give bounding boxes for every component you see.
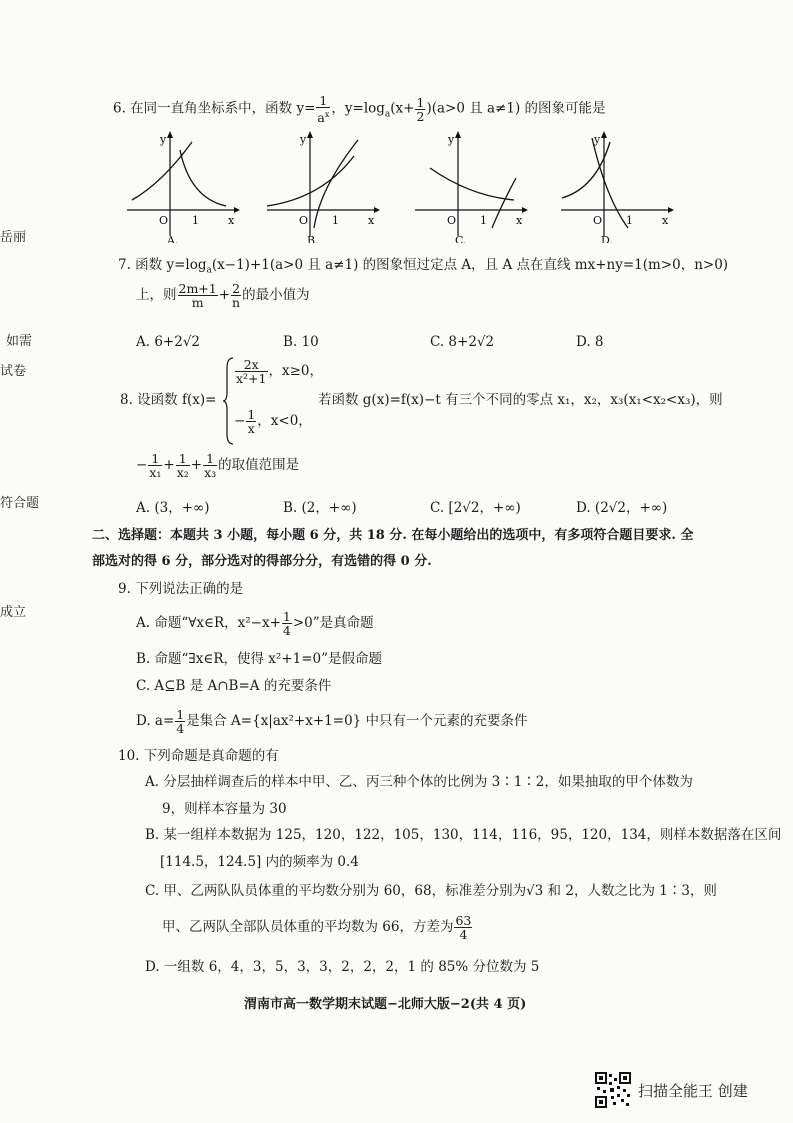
q8-option-a[interactable]: A. (3，+∞): [136, 500, 210, 516]
svg-text:O: O: [593, 214, 603, 227]
scanner-watermark: 扫描全能王 创建: [638, 1082, 748, 1100]
q10-option-d[interactable]: D. 一组数 6，4，3，5，3，3，2，2，2，1 的 85% 分位数为 5: [145, 959, 540, 975]
piecewise-brace: [222, 356, 234, 446]
svg-text:y: y: [594, 133, 601, 146]
q8-option-b[interactable]: B. (2，+∞): [283, 500, 357, 516]
margin-note-3: 试卷: [0, 364, 27, 379]
q10-option-b-line2: [114.5，124.5] 内的频率为 0.4: [160, 854, 359, 870]
svg-text:x: x: [368, 214, 375, 227]
q10-stem: 10. 下列命题是真命题的有: [118, 748, 279, 764]
q8-case2: − $\frac{1}{x}$ ，x<0，: [234, 407, 312, 436]
q10-option-c-line1[interactable]: C. 甲、乙两队队员体重的平均数分别为 60，68，标准差分别为√3 和 2，人数之比为 1∶3，则: [145, 883, 717, 899]
graph-d: [556, 128, 676, 243]
svg-text:O: O: [299, 214, 309, 227]
margin-note-4: 符合题: [0, 496, 40, 511]
svg-text:C.: C.: [455, 234, 467, 243]
q7-option-d[interactable]: D. 8: [576, 334, 604, 350]
q8-condition: 若函数 g(x)=f(x)−t 有三个不同的零点 x₁，x₂，x₃(x₁<x₂<x₃)，则: [318, 392, 723, 408]
q7-option-c[interactable]: C. 8+2√2: [430, 334, 495, 350]
q9-stem: 9. 下列说法正确的是: [118, 581, 244, 597]
q7-stem-line2: 上，则 $\frac{2m+1}{m}$ + $\frac{2}{n}$ 的最小值为: [136, 281, 310, 310]
q7-option-a[interactable]: A. 6+2√2: [136, 334, 201, 350]
svg-text:1: 1: [332, 214, 339, 227]
svg-text:y: y: [160, 133, 167, 146]
q8-option-c[interactable]: C. [2√2，+∞): [430, 500, 521, 516]
q9-option-c[interactable]: C. A⊆B 是 A∩B=A 的充要条件: [136, 678, 332, 694]
q8-case1: $\frac{2x}{\text{x²+1}}$ ，x≥0，: [236, 357, 324, 386]
svg-text:O: O: [447, 214, 457, 227]
svg-text:D.: D.: [601, 234, 613, 243]
svg-text:x: x: [516, 214, 523, 227]
q8-option-d[interactable]: D. (2√2，+∞): [576, 500, 668, 516]
q10-option-b-line1[interactable]: B. 某一组样本数据为 125，120，122，105，130，114，116，95，120，134，则样本数据落在区间: [145, 827, 782, 843]
q7-option-b[interactable]: B. 10: [283, 334, 319, 350]
q8-expression: − $\frac{1}{\text{x₁}}$ + $\frac{1}{\text{x₂}}$ + $\frac{1}{\text{x₃}}$ 的取值范围是: [136, 451, 300, 480]
q10-option-a-line1[interactable]: A. 分层抽样调查后的样本中甲、乙、丙三种个体的比例为 3∶1∶2，如果抽取的甲个体数为: [145, 774, 693, 790]
graph-a: [122, 128, 242, 243]
q8-lead: 8. 设函数 f(x)=: [120, 392, 217, 408]
svg-text:1: 1: [480, 214, 487, 227]
graph-b: [262, 128, 382, 243]
section2-heading-line1: 二、选择题：本题共 3 小题，每小题 6 分，共 18 分. 在每小题给出的选项中，有多项符合题目要求. 全: [92, 528, 694, 543]
q10-option-c-line2: 甲、乙两队全部队员体重的平均数为 66，方差为 $\frac{63}{4}$: [162, 913, 472, 942]
q9-option-d[interactable]: D. a= $\frac{1}{4}$ 是集合 A={x|ax²+x+1=0} 中只有一个元素的充要条件: [136, 707, 528, 736]
q6-stem: 6. 在同一直角坐标系中，函数 y= $\frac{1}{a^x}$ ，$y=\log_a(x+$ $\frac{1}{2}$ )(a>0 且 a≠1) 的图象可能是: [113, 93, 606, 126]
graph-c: [410, 128, 530, 243]
q9-option-a[interactable]: A. 命题“∀x∈R，x²−x+ $\frac{1}{4}$ >0”是真命题: [136, 609, 374, 638]
margin-note-1: 岳丽: [0, 230, 27, 245]
q10-option-a-line2: 9，则样本容量为 30: [162, 801, 287, 817]
svg-text:x: x: [662, 214, 669, 227]
svg-text:1: 1: [192, 214, 199, 227]
section2-heading-line2: 部选对的得 6 分，部分选对的得部分分，有选错的得 0 分.: [92, 554, 432, 569]
svg-text:y: y: [448, 133, 455, 146]
qr-code-icon: [595, 1072, 631, 1108]
svg-text:x: x: [228, 214, 235, 227]
svg-text:A.: A.: [167, 234, 179, 243]
svg-text:y: y: [300, 133, 307, 146]
q7-stem-line1: 7. 函数 $y=\log_a(x-1)+1(a>0$ 且 a≠1) 的图象恒过定点 A，且 A 点在直线 mx+ny=1(m>0，n>0): [118, 257, 729, 276]
page-footer: 渭南市高一数学期末试题−北师大版−2(共 4 页): [244, 997, 527, 1012]
svg-text:O: O: [159, 214, 169, 227]
svg-text:1: 1: [626, 214, 633, 227]
margin-note-5: 成立: [0, 605, 27, 620]
margin-note-2: 如需: [6, 334, 33, 349]
svg-text:B.: B.: [307, 234, 319, 243]
q9-option-b[interactable]: B. 命题“∃x∈R，使得 x²+1=0”是假命题: [136, 651, 383, 667]
